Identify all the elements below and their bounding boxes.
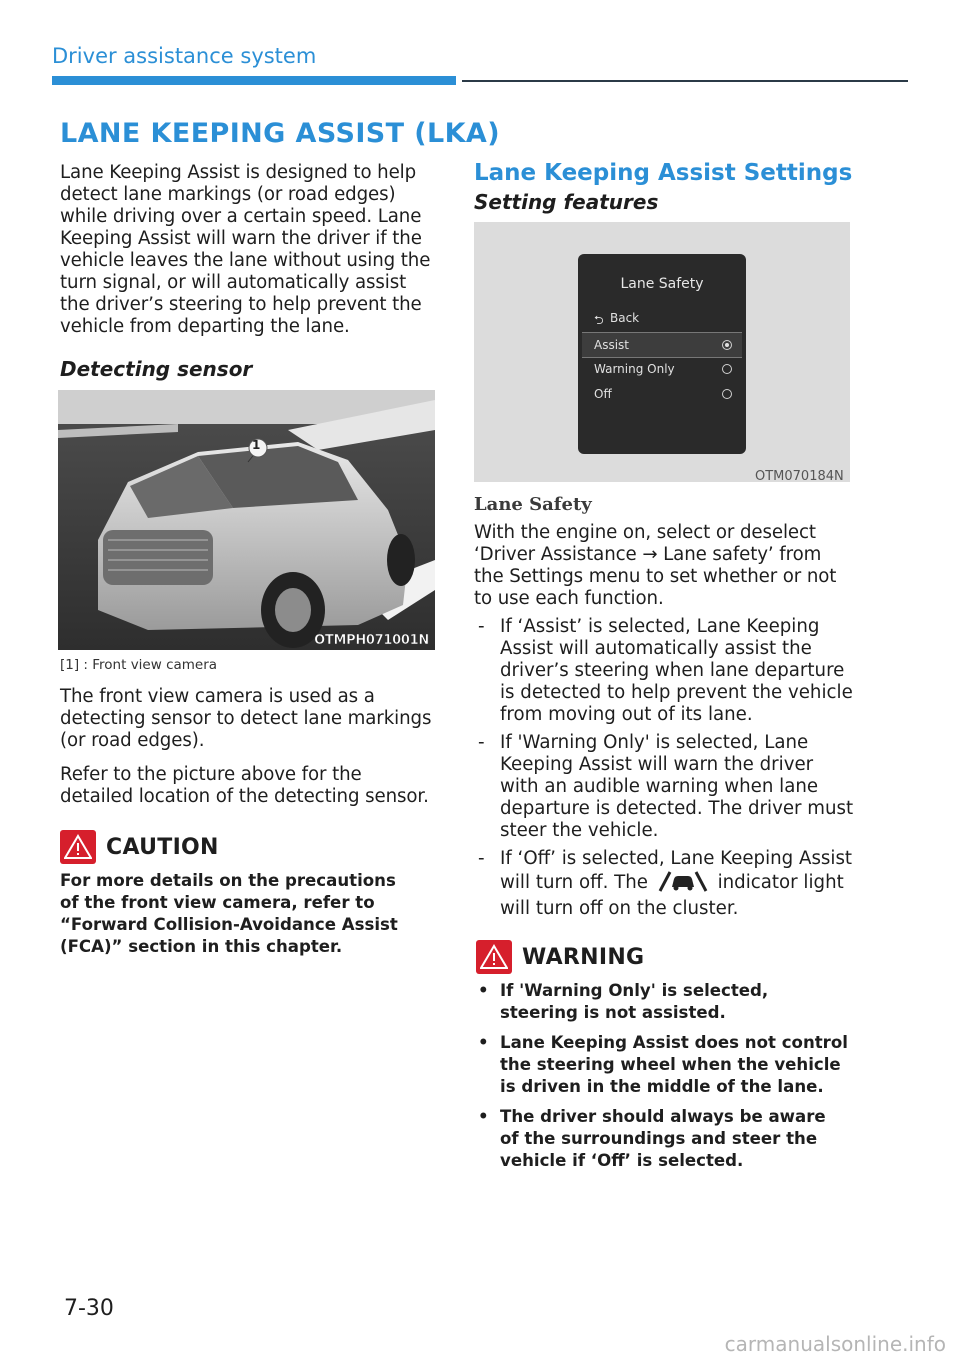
refer-paragraph: Refer to the picture above for the detailed location of the detecting sensor. — [60, 764, 429, 807]
list-item: - If 'Warning Only' is selected, Lane Keeping Assist will warn the driver with an audible warning when lane departure is detected. The driver must steer the vehicle. — [474, 732, 854, 842]
list-item: • Lane Keeping Assist does not control the steering wheel when the vehicle is driven in the middle of the lane. — [474, 1032, 850, 1098]
settings-screen-image — [474, 222, 850, 482]
list-item: - If ‘Assist’ is selected, Lane Keeping Assist will automatically assist the driver’s steering when lane departure is detected to help prevent the vehicle from moving out of its lane. — [474, 616, 854, 726]
vehicle-photo — [58, 390, 435, 650]
list-item: • The driver should always be aware of the surroundings and steer the vehicle if ‘Off’ is selected. — [474, 1106, 850, 1172]
watermark: carmanualsonline.info — [724, 1332, 946, 1356]
off-item-text: If ‘Off’ is selected, Lane Keeping Assist will turn off. The — [500, 848, 853, 893]
screen-back-label: Back — [610, 311, 640, 325]
screen-back-row — [582, 306, 742, 330]
header-rule — [462, 80, 908, 82]
list-item — [474, 848, 854, 920]
section-title: LANE KEEPING ASSIST (LKA) — [60, 118, 500, 149]
warning-label: WARNING — [522, 944, 645, 970]
radio-empty-icon — [722, 389, 732, 399]
back-icon: ⮌ — [594, 313, 604, 327]
sensor-heading: Detecting sensor — [60, 357, 253, 381]
lane-safety-paragraph: With the engine on, select or deselect ‘Driver Assistance → Lane safety’ from the Settings menu to set whether or not to use each function. — [474, 522, 837, 609]
photo-marker-label: 1 — [252, 438, 261, 452]
warning-header — [476, 940, 644, 974]
photo-caption: [1] : Front view camera — [60, 657, 218, 673]
image-code: OTM070184N — [755, 469, 844, 484]
screen-option-label: Off — [594, 387, 612, 401]
header-rule-accent — [52, 76, 456, 85]
screen-option-label: Warning Only — [594, 362, 675, 376]
screen-option-warning-only — [582, 357, 742, 381]
cluster-screen — [578, 254, 746, 454]
sensor-paragraph: The front view camera is used as a detecting sensor to detect lane markings (or road edges). — [60, 686, 432, 751]
list-item: • If 'Warning Only' is selected, steering is not assisted. — [474, 980, 850, 1024]
lane-safety-heading: Lane Safety — [474, 494, 592, 515]
vehicle-illustration — [58, 390, 435, 650]
warning-list — [474, 980, 850, 1180]
screen-option-label: Assist — [594, 338, 630, 352]
caution-icon — [60, 830, 96, 864]
page-number: 7-30 — [64, 1296, 114, 1321]
screen-title: Lane Safety — [620, 276, 704, 292]
caution-header — [60, 830, 219, 864]
lka-indicator-icon — [656, 870, 710, 898]
warning-icon — [476, 940, 512, 974]
photo-code: OTMPH071001N — [314, 633, 429, 648]
radio-empty-icon — [722, 364, 732, 374]
lane-safety-options-list — [474, 616, 854, 926]
off-item-text-end: indicator light will turn off on the cluster. — [500, 872, 844, 919]
settings-title: Lane Keeping Assist Settings — [474, 160, 853, 186]
screen-option-off — [582, 382, 742, 406]
screen-option-assist — [582, 332, 742, 358]
setting-features-heading: Setting features — [474, 190, 659, 214]
caution-label: CAUTION — [106, 834, 219, 860]
running-header: Driver assistance system — [52, 44, 317, 68]
caution-text: For more details on the precautions of the front view camera, refer to “Forward Collision-Avoidance Assist (FCA)” section in this chapter. — [60, 871, 398, 956]
radio-selected-icon — [722, 340, 732, 350]
intro-paragraph: Lane Keeping Assist is designed to help detect lane markings (or road edges) while driving over a certain speed. Lane Keeping Assist will warn the driver if the vehicle leaves the lane without using the turn signal, or will automatically assist the driver’s steering to help prevent the vehicle from departing the lane. — [60, 162, 431, 337]
